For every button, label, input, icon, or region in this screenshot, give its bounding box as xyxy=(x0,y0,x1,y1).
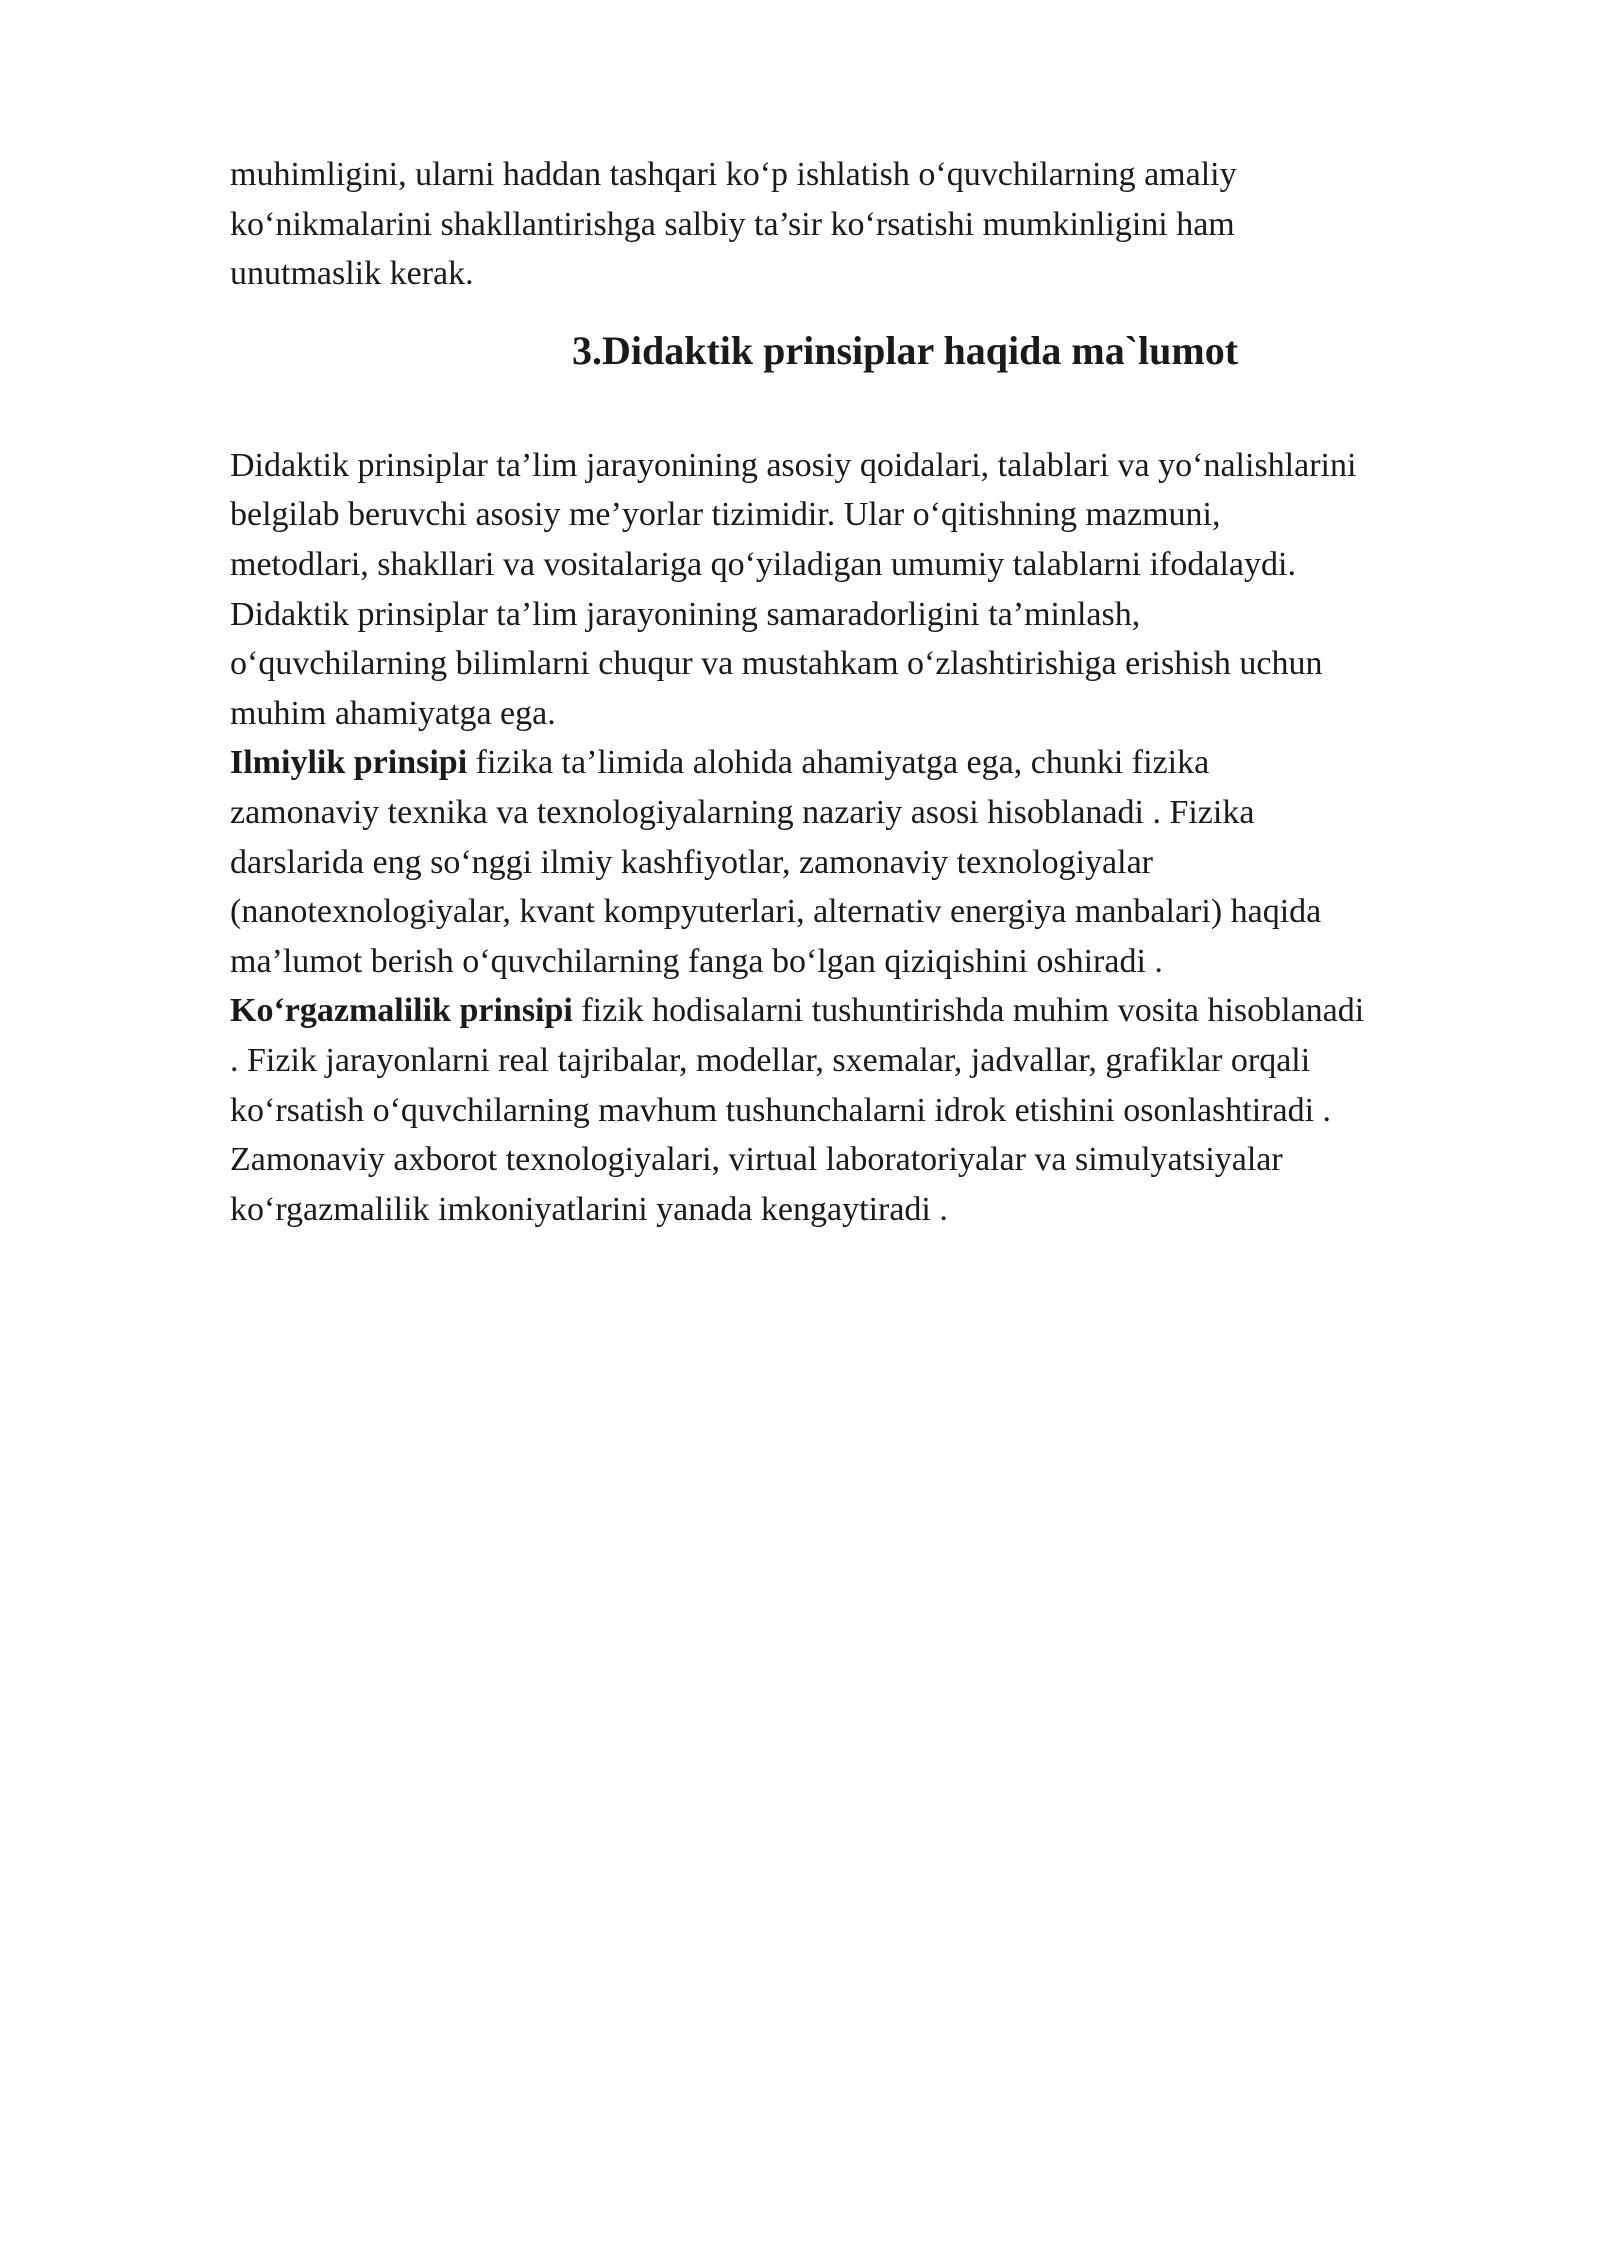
text-line: Zamonaviy axborot texnologiyalari, virtual laboratoriyalar va simulyatsiyalar xyxy=(230,1141,1283,1179)
text-line: darslarida eng so‘nggi ilmiy kashfiyotlar, zamonaviy texnologiyalar xyxy=(230,843,1153,881)
term-scientific-principle: Ilmiylik prinsipi xyxy=(230,744,468,782)
text-line: belgilab beruvchi asosiy me’yorlar tizimidir. Ular o‘qitishning mazmuni, xyxy=(230,496,1221,534)
paragraph-didactic-principles xyxy=(230,441,1500,739)
text-line: ko‘nikmalarini shakllantirishga salbiy ta’sir ko‘rsatishi mumkinligini ham xyxy=(230,205,1235,243)
intro-paragraph xyxy=(230,150,1500,299)
paragraph-scientific-principle xyxy=(230,738,1500,986)
text-line: (nanotexnologiyalar, kvant kompyuterlari, alternativ energiya manbalari) haqida xyxy=(230,893,1322,931)
text-line: o‘quvchilarning bilimlarni chuqur va mustahkam o‘zlashtirishiga erishish uchun xyxy=(230,645,1323,683)
text-line: ko‘rgazmalilik imkoniyatlarini yanada kengaytiradi . xyxy=(230,1190,948,1228)
section-heading: 3.Didaktik prinsiplar haqida ma`lumot xyxy=(571,327,1239,373)
text-line: zamonaviy texnika va texnologiyalarning nazariy asosi hisoblanadi . Fizika xyxy=(230,793,1255,831)
text-line: Didaktik prinsiplar ta’lim jarayonining samaradorligini ta’minlash, xyxy=(230,595,1141,633)
text-line: muhim ahamiyatga ega. xyxy=(230,694,556,732)
text-line xyxy=(230,738,1500,788)
text-line: muhimligini, ularni haddan tashqari ko‘p ishlatish o‘quvchilarning amaliy xyxy=(230,156,1237,193)
text-line: metodlari, shakllari va vositalariga qo‘yiladigan umumiy talablarni ifodalaydi. xyxy=(230,545,1296,583)
text-line: Didaktik prinsiplar ta’lim jarayonining asosiy qoidalari, talablari va yo‘nalishlarini xyxy=(230,446,1357,484)
text-line: ko‘rsatish o‘quvchilarning mavhum tushunchalarni idrok etishini osonlashtiradi . xyxy=(230,1091,1332,1129)
spacer xyxy=(230,375,1500,441)
text-line: ma’lumot berish o‘quvchilarning fanga bo‘lgan qiziqishini oshiradi . xyxy=(230,942,1163,980)
term-visual-principle: Ko‘rgazmalilik prinsipi xyxy=(230,992,573,1030)
text-fragment: fizika ta’limida alohida ahamiyatga ega, chunki fizika xyxy=(467,744,1210,782)
text-line xyxy=(230,986,1500,1036)
document-page xyxy=(230,150,1500,1234)
text-line: unutmaslik kerak. xyxy=(230,255,474,293)
text-line: . Fizik jarayonlarni real tajribalar, modellar, sxemalar, jadvallar, grafiklar orqali xyxy=(230,1041,1311,1079)
text-fragment: fizik hodisalarni tushuntirishda muhim vosita hisoblanadi xyxy=(572,992,1365,1030)
paragraph-visual-principle xyxy=(230,986,1500,1234)
